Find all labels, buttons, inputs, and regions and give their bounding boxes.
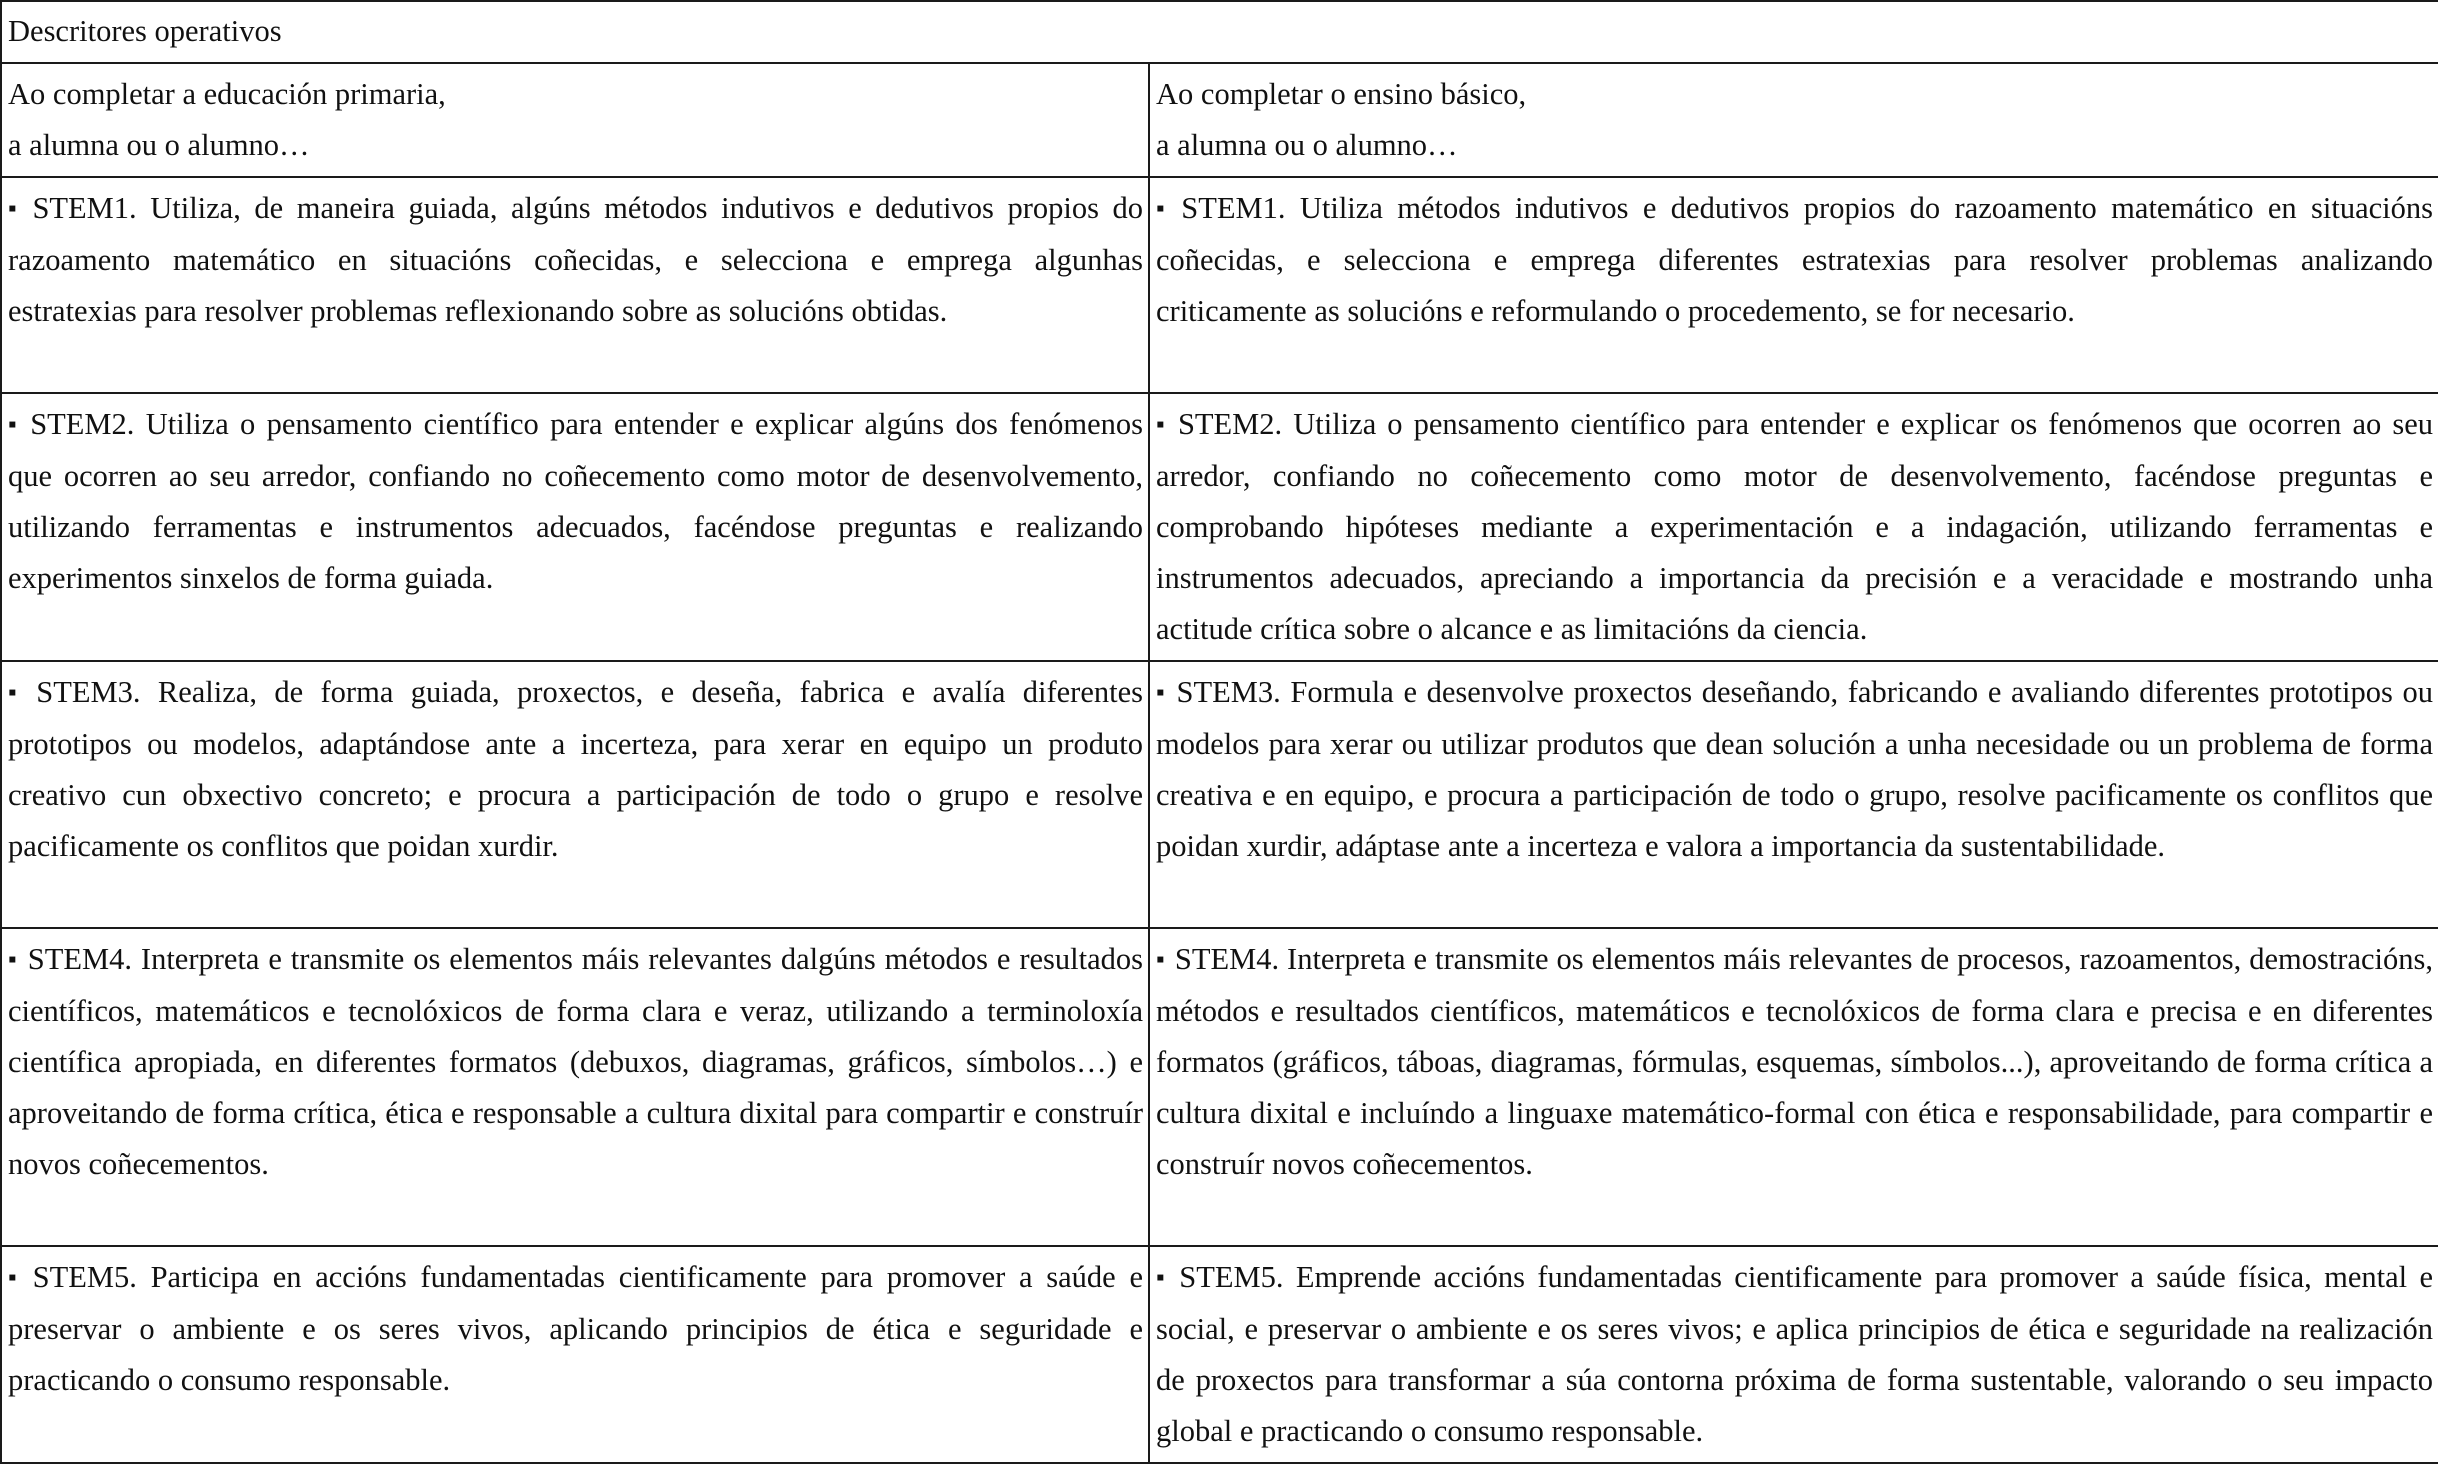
stem1-basic-text: STEM1. Utiliza métodos indutivos e dedutivos propios do razoamento matemático en situacións coñecidas, e selecciona e emprega diferentes estratexias para resolver problemas analizando criticamente as solucións e reformulando o procedemento, se for necesario. <box>1156 191 2433 328</box>
header-primary <box>1 63 1149 177</box>
stem2-basic-cell <box>1149 393 2438 661</box>
table-row-stem3 <box>1 661 2438 928</box>
bullet-icon: ▪ <box>8 947 18 973</box>
bullet-icon: ▪ <box>1156 412 1168 438</box>
bullet-icon: ▪ <box>8 412 21 438</box>
header-basic-line1: Ao completar o ensino básico, <box>1156 77 1527 111</box>
header-basic <box>1149 63 2438 177</box>
stem3-primary-text: STEM3. Realiza, de forma guiada, proxectos, e deseña, fabrica e avalía diferentes prototipos ou modelos, adaptándose ante a incerteza, para xerar en equipo un produto creativo cun obxectivo concreto; e procura a participación de todo o grupo e resolve pacificamente os conflitos que poidan xurdir. <box>8 675 1143 863</box>
table-row-stem5 <box>1 1246 2438 1463</box>
bullet-icon: ▪ <box>1156 947 1165 973</box>
bullet-icon: ▪ <box>1156 196 1172 222</box>
bullet-icon: ▪ <box>8 1265 23 1291</box>
table-row-stem1 <box>1 177 2438 393</box>
table-row-stem4 <box>1 928 2438 1246</box>
stem5-primary-text: STEM5. Participa en accións fundamentadas cientificamente para promover a saúde e preservar o ambiente e os seres vivos, aplicando principios de ética e seguridade e practicando o consumo responsable. <box>8 1260 1143 1397</box>
stem2-primary-cell <box>1 393 1149 661</box>
stem4-primary-cell <box>1 928 1149 1246</box>
stem5-basic-cell <box>1149 1246 2438 1463</box>
stem1-primary-cell <box>1 177 1149 393</box>
header-primary-line2: a alumna ou o alumno… <box>8 128 310 162</box>
table-header-row <box>1 63 2438 177</box>
header-primary-line1: Ao completar a educación primaria, <box>8 77 446 111</box>
bullet-icon: ▪ <box>1156 680 1167 706</box>
stem5-primary-cell <box>1 1246 1149 1463</box>
stem3-primary-cell <box>1 661 1149 928</box>
header-basic-line2: a alumna ou o alumno… <box>1156 128 1458 162</box>
stem1-basic-cell <box>1149 177 2438 393</box>
table-title: Descritores operativos <box>1 1 2438 63</box>
stem4-basic-text: STEM4. Interpreta e transmite os elementos máis relevantes de procesos, razoamentos, demostracións, métodos e resultados científicos, matemáticos e tecnolóxicos de forma clara e precisa e en diferentes formatos (gráficos, táboas, diagramas, fórmulas, esquemas, símbolos...), aproveitando de forma crítica a cultura dixital e incluíndo a linguaxe matemático-formal con ética e responsabilidade, para compartir e construír novos coñecementos. <box>1156 942 2433 1181</box>
stem4-basic-cell <box>1149 928 2438 1246</box>
bullet-icon: ▪ <box>1156 1265 1170 1291</box>
stem4-primary-text: STEM4. Interpreta e transmite os elementos máis relevantes dalgúns métodos e resultados científicos, matemáticos e tecnolóxicos de forma clara e veraz, utilizando a terminoloxía científica apropiada, en diferentes formatos (debuxos, diagramas, gráficos, símbolos…) e aproveitando de forma crítica, ética e responsable a cultura dixital para compartir e construír novos coñecementos. <box>8 942 1143 1181</box>
table-title-row <box>1 1 2438 63</box>
bullet-icon: ▪ <box>8 196 23 222</box>
stem2-basic-text: STEM2. Utiliza o pensamento científico para entender e explicar os fenómenos que ocorren ao seu arredor, confiando no coñecemento como motor de desenvolvemento, facéndose preguntas e comprobando hipóteses mediante a experimentación e a indagación, utilizando ferramentas e instrumentos adecuados, apreciando a importancia da precisión e a veracidade e mostrando unha actitude crítica sobre o alcance e as limitacións da ciencia. <box>1156 407 2433 646</box>
stem1-primary-text: STEM1. Utiliza, de maneira guiada, algúns métodos indutivos e dedutivos propios do razoamento matemático en situacións coñecidas, e selecciona e emprega algunhas estratexias para resolver problemas reflexionando sobre as solucións obtidas. <box>8 191 1144 328</box>
bullet-icon: ▪ <box>8 680 27 706</box>
stem5-basic-text: STEM5. Emprende accións fundamentadas cientificamente para promover a saúde física, mental e social, e preservar o ambiente e os seres vivos; e aplica principios de ética e seguridade na realización de proxectos para transformar a súa contorna próxima de forma sustentable, valorando o seu impacto global e practicando o consumo responsable. <box>1156 1260 2433 1448</box>
table-row-stem2 <box>1 393 2438 661</box>
stem3-basic-text: STEM3. Formula e desenvolve proxectos deseñando, fabricando e avaliando diferentes prototipos ou modelos para xerar ou utilizar produtos que dean solución a unha necesidade ou un problema de forma creativa e en equipo, e procura a participación de todo o grupo, resolve pacificamente os conflitos que poidan xurdir, adáptase ante a incerteza e valora a importancia da sustentabilidade. <box>1156 675 2433 863</box>
stem3-basic-cell <box>1149 661 2438 928</box>
stem2-primary-text: STEM2. Utiliza o pensamento científico para entender e explicar algúns dos fenómenos que ocorren ao seu arredor, confiando no coñecemento como motor de desenvolvemento, utilizando ferramentas e instrumentos adecuados, facéndose preguntas e realizando experimentos sinxelos de forma guiada. <box>8 407 1143 595</box>
